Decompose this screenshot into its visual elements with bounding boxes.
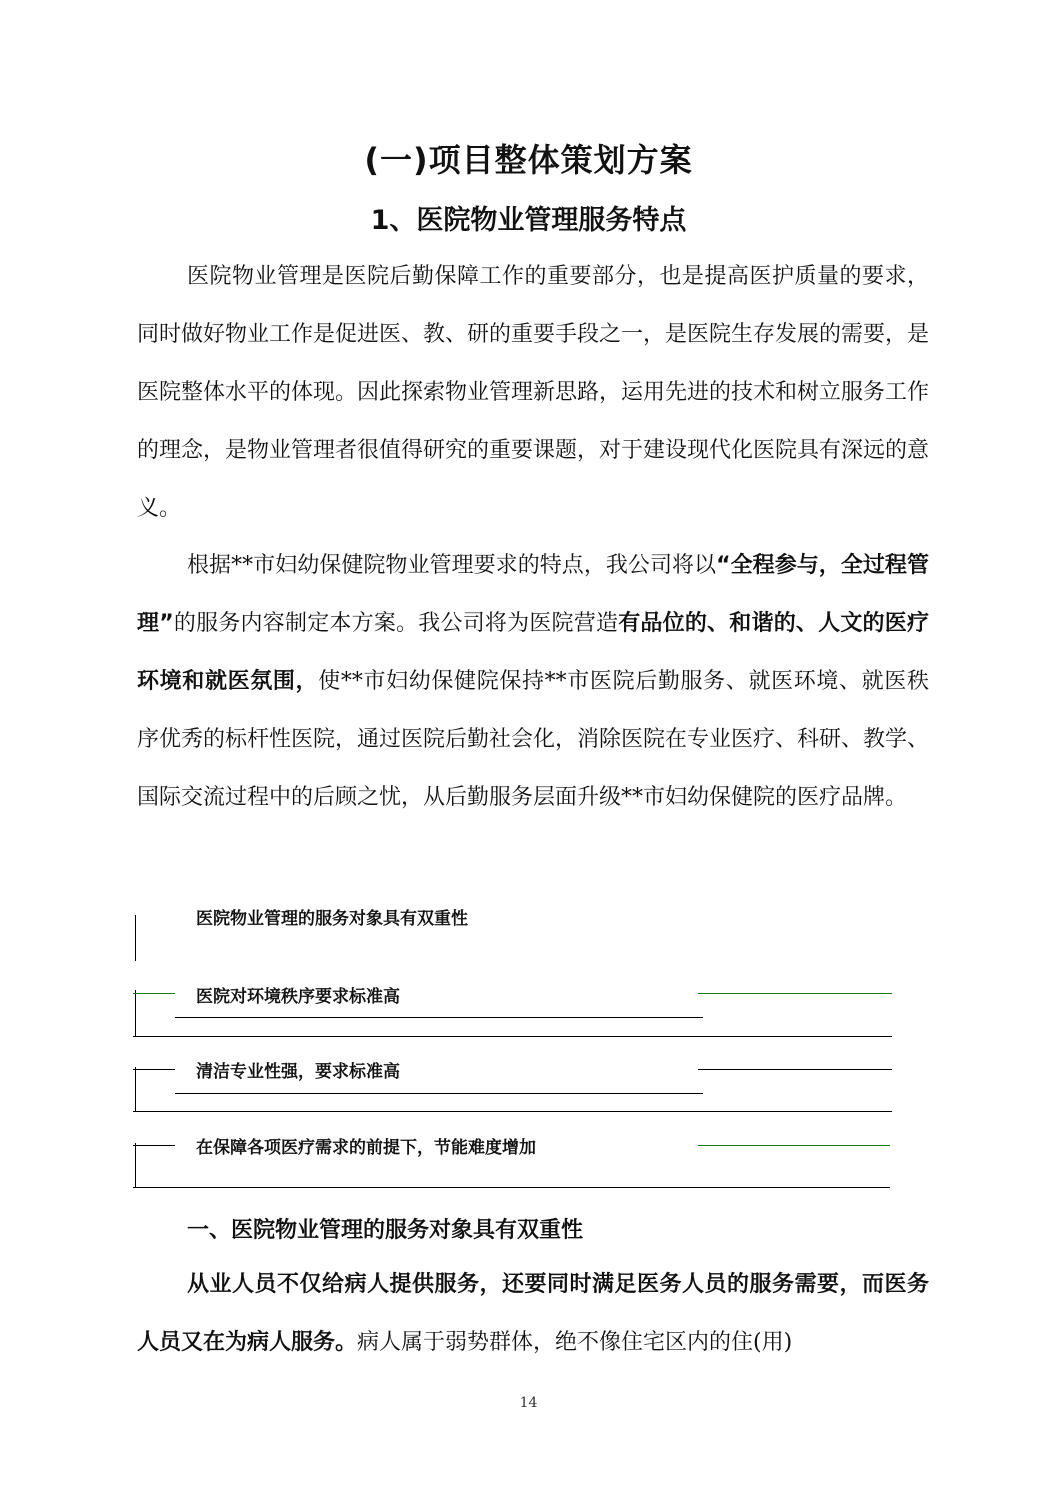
diagram-connector [698,1145,890,1146]
diagram-item-4: 在保障各项医疗需求的前提下，节能难度增加 [196,1138,536,1158]
diagram-underline [175,1017,703,1018]
paragraph-2-bold1: “全程参与，全过程管理” [137,553,929,636]
diagram-connector [133,1069,175,1070]
diagram-connector [698,993,892,994]
paragraph-3-normal: 病人属于弱势群体，绝不像住宅区内的住(用) [357,1330,793,1355]
diagram-connector [698,1069,892,1070]
paragraph-2-part1: 根据**市妇幼保健院物业管理要求的特点，我公司将以 [187,553,717,578]
diagram-item-3: 清洁专业性强，要求标准高 [196,1062,400,1082]
paragraph-3-bold: 从业人员不仅给病人提供服务，还要同时满足医务人员的服务需要，而医务人员又在为病人服务。 [137,1272,929,1355]
diagram-divider [133,1036,892,1037]
page-number: 14 [519,1395,538,1411]
paragraph-2-bold2: 有品位的、和谐的、人文的医疗环境和就医氛围， [137,611,929,694]
diagram-divider [133,1111,892,1112]
diagram-connector [135,1143,136,1188]
diagram-connector [133,993,175,994]
document-title: (一)项目整体策划方案 [364,141,693,179]
section-subtitle: 1、医院物业管理服务特点 [370,205,687,236]
section-heading: 一、医院物业管理的服务对象具有双重性 [187,1218,584,1243]
diagram-connector [133,1145,175,1146]
diagram-item-2: 医院对环境秩序要求标准高 [196,987,400,1007]
paragraph-1 [137,248,929,538]
paragraph-3 [137,1256,929,1372]
diagram-underline [175,1093,703,1094]
paragraph-1-text: 医院物业管理是医院后勤保障工作的重要部分，也是提高医护质量的要求，同时做好物业工作是促进医、教、研的重要手段之一，是医院生存发展的需要，是医院整体水平的体现。因此探索物业管理新思路，运用先进的技术和树立服务工作的理念，是物业管理者很值得研究的重要课题，对于建设现代化医院具有深远的意义。 [137,264,930,521]
diagram-connector [135,915,136,961]
paragraph-2 [137,537,929,827]
paragraph-2-part2: 的服务内容制定本方案。我公司将为医院营造 [173,611,619,636]
diagram-connector [135,1067,136,1112]
diagram-divider [133,1187,890,1188]
paragraph-2-part3: 使**市妇幼保健院保持**市医院后勤服务、就医环境、就医秩序优秀的标杆性医院，通过医院后勤社会化，消除医院在专业医疗、科研、教学、国际交流过程中的后顾之忧，从后勤服务层面升级**市妇幼保健院的医疗品牌。 [137,669,930,810]
diagram-item-1: 医院物业管理的服务对象具有双重性 [196,909,468,929]
diagram-connector [135,990,136,1037]
